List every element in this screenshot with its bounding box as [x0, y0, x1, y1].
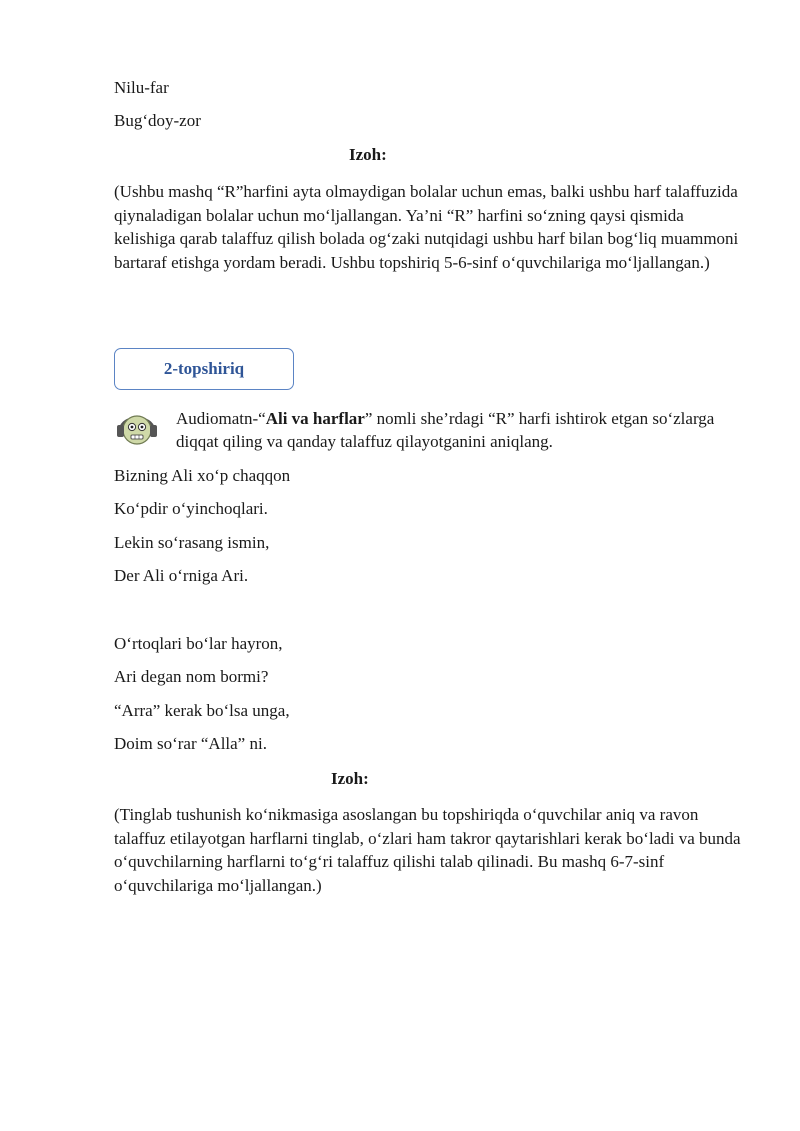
poem-line-8: Doim so‘rar “Alla” ni.: [114, 734, 267, 753]
text-line-bugdoyzor: Bug‘doy-zor: [114, 111, 201, 130]
instruction-prefix: Audiomatn-“: [176, 409, 266, 428]
note-paragraph-1: (Ushbu mashq “R”harfini ayta olmaydigan bolalar uchun emas, balki ushbu harf talaffuzida qiynaladigan bolalar uchun mo‘ljallangan. Ya’ni “R” harfini so‘zning qaysi qismida kelishiga qarab talaffuz qilish bolada og‘zaki nutqidagi ushbu harf bilan bog‘liq muammoni bartaraf etishga yordam beradi. Ushbu topshiriq 5-6-sinf o‘quvchilariga mo‘ljallangan.): [114, 182, 739, 272]
poem-line-7: “Arra” kerak bo‘lsa unga,: [114, 701, 290, 720]
task-label: 2-topshiriq: [163, 359, 245, 378]
poem-line-5: O‘rtoqlari bo‘lar hayron,: [114, 634, 283, 653]
poem-line-4: Der Ali o‘rniga Ari.: [114, 566, 249, 585]
note-heading-1: Izoh:: [349, 145, 387, 164]
poem-line-2: Ko‘pdir o‘yinchoqlari.: [114, 499, 268, 518]
instruction-suffix: ” nomli she’rdagi “R” harfi ishtirok etgan so‘zlarga diqqat qiling va qanday talaffuz qilayotganini aniqlang.: [176, 409, 715, 451]
poem-line-1: Bizning Ali xo‘p chaqqon: [114, 466, 291, 485]
instruction-poem-title: Ali va harflar: [265, 409, 365, 428]
poem-line-3: Lekin so‘rasang ismin,: [114, 533, 270, 552]
task-instruction: [176, 407, 736, 453]
text-line-nilufar: Nilu-far: [114, 78, 169, 97]
task-label-box: [114, 348, 294, 390]
poem-line-6: Ari degan nom bormi?: [114, 667, 269, 686]
note-heading-2: Izoh:: [331, 769, 369, 788]
note-paragraph-2: (Tinglab tushunish ko‘nikmasiga asoslangan bu topshiriqda o‘quvchilar aniq va ravon talaffuz etilayotgan harflarni tinglab, o‘zlari ham takror qaytarishlari kerak bo‘ladi va bunda o‘quvchilarning harflarni to‘g‘ri talaffuz qilishi talab qilinadi. Bu mashq 6-7-sinf o‘quvchilariga mo‘ljallangan.): [114, 805, 741, 895]
headphones-face-icon: [114, 405, 160, 451]
